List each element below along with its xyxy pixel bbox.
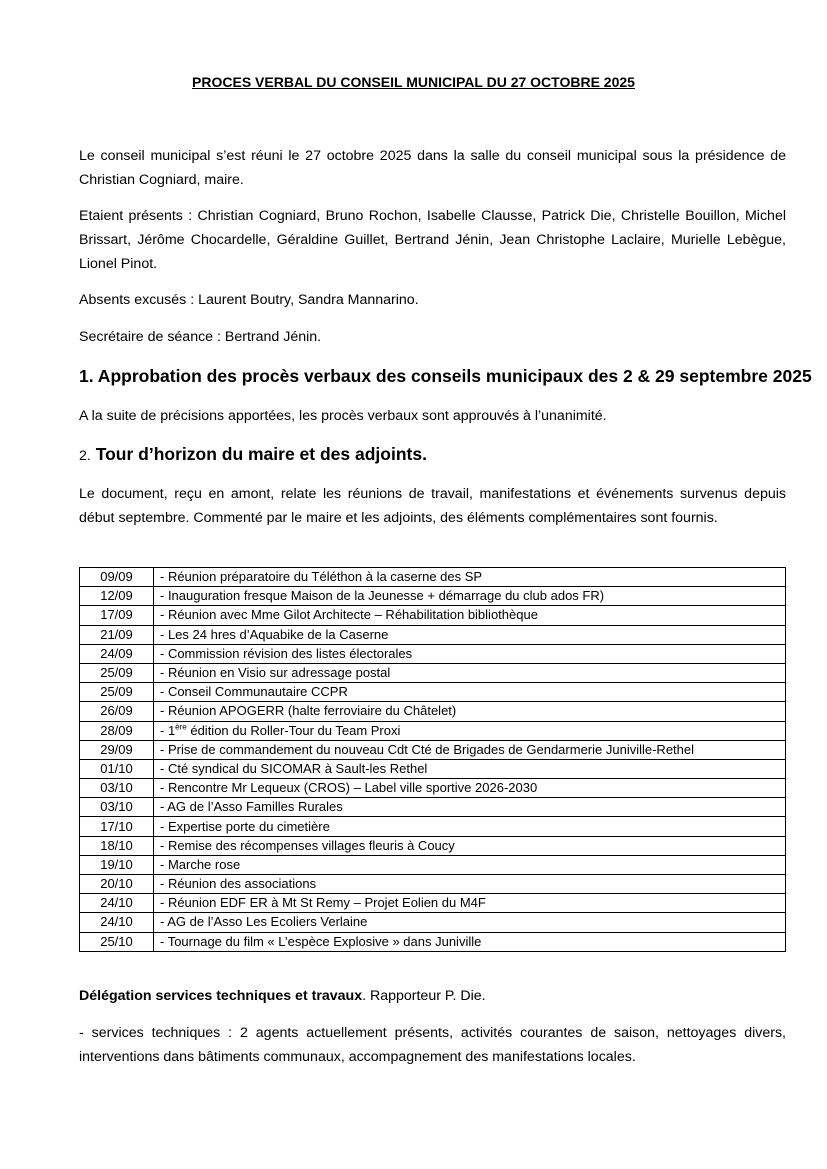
section-2-text: Le document, reçu en amont, relate les réunions de travail, manifestations et événements survenus depuis début septembre. Commenté par le maire et les adjoints, des éléments complémentaires sont fournis. (79, 486, 786, 526)
agenda-date: 03/10 (80, 779, 154, 798)
table-row (80, 779, 786, 798)
section-1-text: A la suite de précisions apportées, les procès verbaux sont approuvés à l’unanimité. (79, 408, 607, 424)
agenda-date: 12/09 (80, 587, 154, 606)
agenda-description: - Les 24 hres d’Aquabike de la Caserne (154, 625, 786, 644)
agenda-description: - Réunion EDF ER à Mt St Remy – Projet Eolien du M4F (154, 894, 786, 913)
agenda-description: - Réunion préparatoire du Téléthon à la caserne des SP (154, 568, 786, 587)
table-row (80, 606, 786, 625)
agenda-description: - Réunion en Visio sur adressage postal (154, 663, 786, 682)
agenda-date: 17/09 (80, 606, 154, 625)
section-2-title: Tour d’horizon du maire et des adjoints. (95, 444, 427, 464)
table-row (80, 721, 786, 740)
table-row (80, 587, 786, 606)
agenda-description: - AG de l’Asso Familles Rurales (154, 798, 786, 817)
agenda-table (79, 567, 786, 952)
agenda-description: - Réunion avec Mme Gilot Architecte – Réhabilitation bibliothèque (154, 606, 786, 625)
agenda-description: - Rencontre Mr Lequeux (CROS) – Label ville sportive 2026-2030 (154, 779, 786, 798)
agenda-description: - Remise des récompenses villages fleuris à Coucy (154, 836, 786, 855)
table-row (80, 625, 786, 644)
table-row (80, 875, 786, 894)
agenda-description: - 1ère édition du Roller-Tour du Team Proxi (154, 721, 786, 740)
table-row (80, 913, 786, 932)
table-row (80, 663, 786, 682)
agenda-date: 24/10 (80, 894, 154, 913)
absentees-paragraph: Absents excusés : Laurent Boutry, Sandra Mannarino. (79, 292, 419, 308)
agenda-description: - Tournage du film « L’espèce Explosive » dans Juniville (154, 932, 786, 951)
agenda-date: 09/09 (80, 568, 154, 587)
delegation-rapporteur: . Rapporteur P. Die. (362, 988, 486, 1004)
agenda-date: 21/09 (80, 625, 154, 644)
table-row (80, 568, 786, 587)
section-2-heading (79, 441, 786, 469)
agenda-description: - Prise de commandement du nouveau Cdt Cté de Brigades de Gendarmerie Juniville-Rethel (154, 740, 786, 759)
agenda-date: 26/09 (80, 702, 154, 721)
agenda-date: 25/09 (80, 683, 154, 702)
table-row (80, 740, 786, 759)
table-row (80, 644, 786, 663)
agenda-description: - Marche rose (154, 855, 786, 874)
document-title: PROCES VERBAL DU CONSEIL MUNICIPAL DU 27 OCTOBRE 2025 (192, 74, 635, 90)
agenda-description: - Réunion des associations (154, 875, 786, 894)
table-row (80, 836, 786, 855)
table-row (80, 798, 786, 817)
agenda-description: - Cté syndical du SICOMAR à Sault-les Rethel (154, 759, 786, 778)
agenda-date: 28/09 (80, 721, 154, 740)
agenda-description: - Conseil Communautaire CCPR (154, 683, 786, 702)
agenda-date: 29/09 (80, 740, 154, 759)
agenda-date: 20/10 (80, 875, 154, 894)
agenda-date: 25/09 (80, 663, 154, 682)
table-row (80, 683, 786, 702)
agenda-description: - Réunion APOGERR (halte ferroviaire du Châtelet) (154, 702, 786, 721)
agenda-date: 24/10 (80, 913, 154, 932)
attendees-paragraph: Etaient présents : Christian Cogniard, Bruno Rochon, Isabelle Clausse, Patrick Die, Christelle Bouillon, Michel Brissart, Jérôme Chocardelle, Géraldine Guillet, Bertrand Jénin, Jean Christophe Laclaire, Murielle Lebègue, Lionel Pinot. (79, 208, 786, 272)
agenda-description: - AG de l’Asso Les Ecoliers Verlaine (154, 913, 786, 932)
services-paragraph: - services techniques : 2 agents actuellement présents, activités courantes de saison, nettoyages divers, interventions dans bâtiments communaux, accompagnement des manifestations locales. (79, 1025, 786, 1065)
agenda-date: 19/10 (80, 855, 154, 874)
intro-paragraph: Le conseil municipal s’est réuni le 27 octobre 2025 dans la salle du conseil municipal sous la présidence de Christian Cogniard, maire. (79, 148, 786, 188)
agenda-date: 18/10 (80, 836, 154, 855)
agenda-description: - Commission révision des listes électorales (154, 644, 786, 663)
delegation-title: Délégation services techniques et travaux (79, 988, 363, 1004)
secretary-paragraph: Secrétaire de séance : Bertrand Jénin. (79, 329, 322, 345)
agenda-description: - Expertise porte du cimetière (154, 817, 786, 836)
agenda-date: 24/09 (80, 644, 154, 663)
table-row (80, 855, 786, 874)
agenda-date: 01/10 (80, 759, 154, 778)
table-row (80, 759, 786, 778)
agenda-date: 17/10 (80, 817, 154, 836)
agenda-description: - Inauguration fresque Maison de la Jeunesse + démarrage du club ados FR) (154, 587, 786, 606)
table-row (80, 817, 786, 836)
table-row (80, 702, 786, 721)
delegation-paragraph (79, 984, 786, 1008)
section-2-number: 2. (79, 448, 91, 464)
section-1-heading: 1. Approbation des procès verbaux des conseils municipaux des 2 & 29 septembre 2025 (79, 366, 812, 386)
table-row (80, 894, 786, 913)
agenda-date: 25/10 (80, 932, 154, 951)
agenda-date: 03/10 (80, 798, 154, 817)
table-row (80, 932, 786, 951)
